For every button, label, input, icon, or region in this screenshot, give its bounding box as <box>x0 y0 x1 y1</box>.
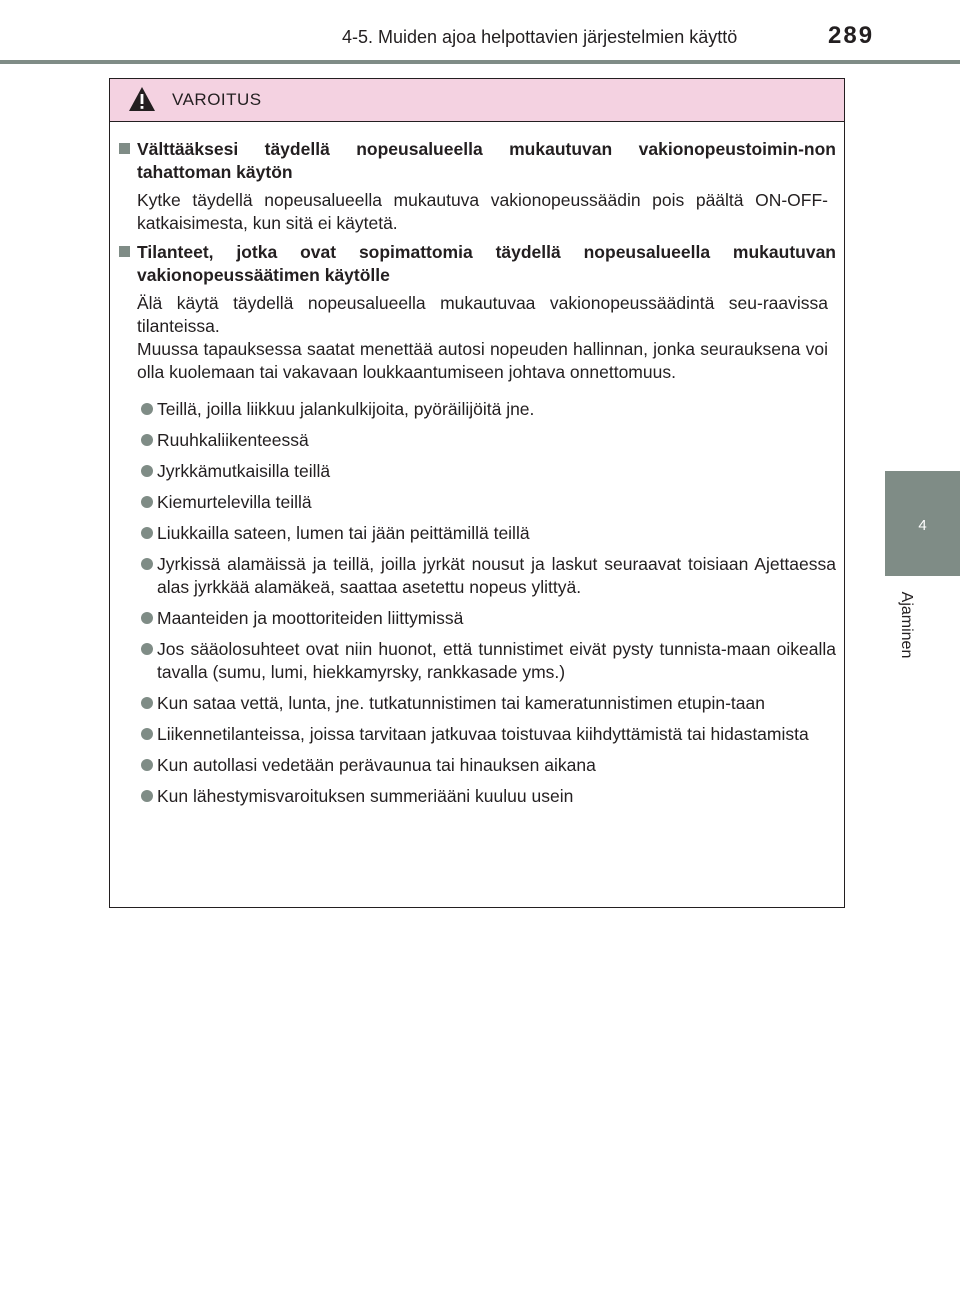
round-bullet-icon <box>141 496 153 508</box>
chapter-label-container <box>881 580 931 670</box>
warning-section <box>116 138 836 235</box>
warning-section <box>116 241 836 808</box>
list-item: Kiemurtelevilla teillä <box>116 491 836 514</box>
list-item: Jyrkissä alamäissä ja teillä, joilla jyrkät nousut ja laskut seuraavat toisiaan Ajettaessa alas jyrkkää alamäkeä, saattaa asetettu nopeus ylittyä. <box>116 553 836 599</box>
round-bullet-icon <box>141 643 153 655</box>
situation-list <box>116 398 836 808</box>
round-bullet-icon <box>141 527 153 539</box>
list-item: Kun lähestymisvaroituksen summeriääni kuuluu usein <box>116 785 836 808</box>
section-heading-text: Tilanteet, jotka ovat sopimattomia täydellä nopeusalueella mukautuvan vakionopeussäätimen käytölle <box>137 242 836 285</box>
round-bullet-icon <box>141 728 153 740</box>
warning-body <box>110 122 844 808</box>
section-heading <box>116 241 836 287</box>
list-item: Kun sataa vettä, lunta, jne. tutkatunnistimen tai kameratunnistimen etupin-taan <box>116 692 836 715</box>
section-heading-text: Välttääksesi täydellä nopeusalueella mukautuvan vakionopeustoimin-non tahattoman käytön <box>137 139 836 182</box>
round-bullet-icon <box>141 434 153 446</box>
round-bullet-icon <box>141 790 153 802</box>
section-paragraph: Kytke täydellä nopeusalueella mukautuva vakionopeussäädin pois päältä ON-OFF-katkaisimesta, kun sitä ei käytetä. <box>137 190 828 233</box>
list-item: Jyrkkämutkaisilla teillä <box>116 460 836 483</box>
warning-header <box>110 79 844 122</box>
warning-box <box>109 78 845 908</box>
list-item: Teillä, joilla liikkuu jalankulkijoita, pyöräilijöitä jne. <box>116 398 836 421</box>
chapter-number: 4 <box>918 517 927 534</box>
section-paragraph: Älä käytä täydellä nopeusalueella mukautuvaa vakionopeussäädintä seu-raavissa tilanteissa. <box>137 293 828 336</box>
round-bullet-icon <box>141 697 153 709</box>
list-item: Ruuhkaliikenteessä <box>116 429 836 452</box>
chapter-label: Ajaminen <box>898 591 915 659</box>
list-item: Liukkailla sateen, lumen tai jään peittämillä teillä <box>116 522 836 545</box>
header-divider <box>0 60 960 64</box>
list-item: Jos sääolosuhteet ovat niin huonot, että tunnistimet eivät pysty tunnista-maan oikealla tavalla (sumu, lumi, hiekkamyrsky, rankkasade yms.) <box>116 638 836 684</box>
page-number: 289 <box>828 22 875 49</box>
warning-triangle-icon <box>128 86 156 112</box>
chapter-tab <box>885 471 960 576</box>
section-paragraph: Muussa tapauksessa saatat menettää autosi nopeuden hallinnan, jonka seurauksena voi olla kuolemaan tai vakavaan loukkaantumiseen johtava onnettomuus. <box>137 339 828 382</box>
round-bullet-icon <box>141 403 153 415</box>
list-item: Maanteiden ja moottoriteiden liittymissä <box>116 607 836 630</box>
section-heading <box>116 138 836 184</box>
square-bullet-icon <box>119 143 130 154</box>
page-header-title: 4-5. Muiden ajoa helpottavien järjestelmien käyttö <box>342 27 738 47</box>
round-bullet-icon <box>141 612 153 624</box>
round-bullet-icon <box>141 759 153 771</box>
round-bullet-icon <box>141 558 153 570</box>
round-bullet-icon <box>141 465 153 477</box>
warning-title: VAROITUS <box>172 90 262 109</box>
list-item: Liikennetilanteissa, joissa tarvitaan jatkuvaa toistuvaa kiihdyttämistä tai hidastamista <box>116 723 836 746</box>
square-bullet-icon <box>119 246 130 257</box>
list-item: Kun autollasi vedetään perävaunua tai hinauksen aikana <box>116 754 836 777</box>
